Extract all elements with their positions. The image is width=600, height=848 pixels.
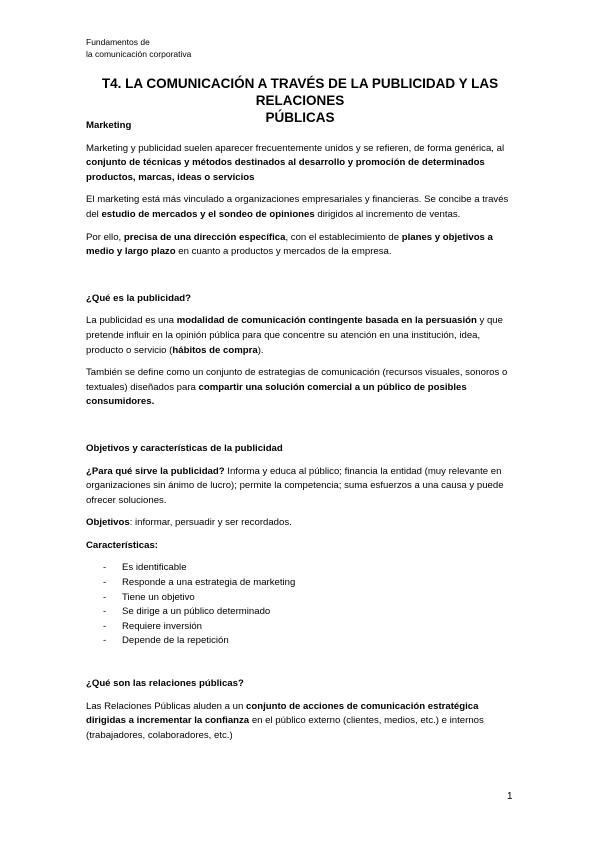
text-run: en el público externo (clientes, medios, etc.) e internos (trabajadores, colaboradores, etc.) [86, 715, 484, 741]
caracteristicas-label [86, 539, 518, 554]
bold-run: precisa de una dirección específica [123, 231, 286, 243]
section-heading-publicidad: ¿Qué es la publicidad? [86, 292, 192, 304]
spacer [86, 418, 518, 442]
bold-run: estudio de mercados y el sondeo de opiniones [101, 208, 315, 220]
text-run: y que pretende influir en la opinión pública para que concentre su atención en una institución, idea, producto o servicio ( [86, 315, 503, 356]
page-header [86, 37, 191, 60]
list-item: - Requiere inversión [86, 620, 518, 635]
list-item: - Depende de la repetición [86, 634, 518, 649]
title-line-2: PÚBLICAS [265, 110, 335, 125]
list-item: - Se dirige a un público determinado [86, 605, 518, 620]
header-line-1: Fundamentos de [86, 37, 150, 47]
spacer [86, 268, 518, 292]
bold-run: Características: [86, 539, 158, 551]
title-line-1: T4. LA COMUNICACIÓN A TRAVÉS DE LA PUBLICIDAD Y LAS RELACIONES [101, 76, 499, 108]
text-run: Por ello, [86, 231, 124, 243]
text-run: : informar, persuadir y ser recordados. [129, 517, 292, 529]
text-run: ). [257, 344, 264, 356]
bold-run: hábitos de compra [172, 344, 258, 356]
section-heading-objetivos: Objetivos y características de la publicidad [86, 442, 283, 454]
paragraph-publicidad-1 [86, 314, 518, 358]
paragraph-publicidad-2 [86, 366, 518, 410]
list-item: - Responde a una estrategia de marketing [86, 576, 518, 591]
bold-run: Objetivos [86, 517, 130, 529]
paragraph-objetivos-2 [86, 516, 518, 531]
list-item: - Es identificable [86, 561, 518, 576]
text-run: Informa y educa al público; financia la entidad (muy relevante en organizaciones sin ánimo de lucro); permite la competencia; suma esfuerzos a una causa y puede ofrecer soluciones. [86, 465, 504, 506]
paragraph-marketing-3 [86, 231, 518, 260]
section-heading-marketing: Marketing [86, 120, 132, 131]
paragraph-objetivos-1 [86, 465, 518, 509]
bold-run: ¿Para qué sirve la publicidad? [86, 465, 225, 477]
paragraph-marketing-1 [86, 142, 518, 186]
list-item: - Tiene un objetivo [86, 591, 518, 606]
text-run: También se define como un conjunto de estrategias de comunicación (recursos visuales, sonoros o textuales) diseñados para [86, 367, 508, 393]
document-body [86, 119, 518, 751]
page-number: 1 [507, 791, 513, 802]
section-heading-relaciones: ¿Qué son las relaciones públicas? [86, 678, 244, 690]
bold-run: conjunto de acciones de comunicación estratégica dirigidas a incrementar la confianza [86, 700, 479, 727]
bold-run: planes y objetivos a medio y largo plazo [86, 231, 493, 258]
text-run: Marketing y publicidad suelen aparecer frecuentemente unidos y se refieren, de forma genérica, al [86, 142, 505, 154]
caracteristicas-list [86, 561, 518, 649]
text-run: , con el establecimiento de [285, 231, 402, 243]
bold-run: compartir una solución comercial a un público de posibles consumidores. [86, 381, 467, 408]
spacer [86, 659, 518, 677]
text-run: La publicidad es una [86, 315, 177, 327]
bold-run: modalidad de comunicación contingente basada en la persuasión [176, 315, 477, 327]
text-run: El marketing está más vinculado a organizaciones empresariales y financieras. Se concibe a través del [86, 194, 509, 220]
bold-run: conjunto de técnicas y métodos destinados al desarrollo y promoción de determinados productos, marcas, ideas o servicios [86, 157, 485, 183]
text-run: en cuanto a productos y mercados de la empresa. [175, 246, 392, 258]
header-line-2: la comunicación corporativa [86, 48, 192, 59]
paragraph-marketing-2 [86, 193, 518, 222]
paragraph-relaciones-1 [86, 700, 518, 744]
text-run: dirigidos al incremento de ventas. [314, 208, 461, 220]
text-run: Las Relaciones Públicas aluden a un [86, 700, 247, 712]
